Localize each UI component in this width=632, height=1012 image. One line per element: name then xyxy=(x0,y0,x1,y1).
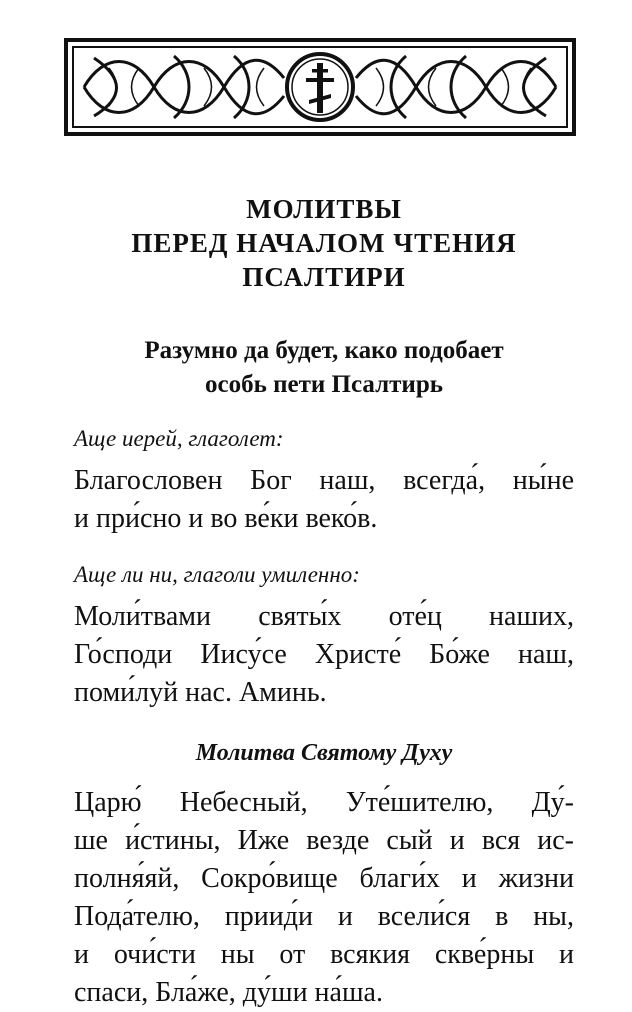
title-line-2: ПЕРЕД НАЧАЛОМ ЧТЕНИЯ xyxy=(131,228,517,258)
page-title xyxy=(74,192,574,294)
header-ornament xyxy=(64,38,576,136)
jesus-prayer-line-2: Го́споди Иису́се Христе́ Бо́же наш, xyxy=(74,639,574,670)
rubric-lay: Аще ли ни, глаголи умиленно: xyxy=(74,562,360,587)
holy-spirit-heading: Молитва Святому Духу xyxy=(195,740,453,766)
section-subtitle xyxy=(74,334,574,402)
subtitle-line-1: Разумно да будет, како подобает xyxy=(144,337,504,364)
blessing-text xyxy=(74,462,574,538)
holy-spirit-line-3: полня́яй, Сокро́вище благи́х и жизни xyxy=(74,863,574,894)
title-line-1: МОЛИТВЫ xyxy=(246,194,402,224)
holy-spirit-line-6: спаси, Бла́же, ду́ши на́ша. xyxy=(74,977,383,1008)
blessing-line-1: Благословен Бог наш, всегда́, ны́не xyxy=(74,465,574,496)
holy-spirit-prayer-text xyxy=(74,784,574,1012)
jesus-prayer-line-1: Моли́твами святы́х оте́ц наших, xyxy=(74,601,574,632)
blessing-line-2: и при́сно и во ве́ки веко́в. xyxy=(74,503,378,534)
jesus-prayer-line-3: поми́луй нас. Аминь. xyxy=(74,677,327,708)
holy-spirit-line-5: и очи́сти ны от всякия скве́рны и xyxy=(74,939,574,970)
rubric-priest: Аще иерей, глаголет: xyxy=(74,426,284,451)
holy-spirit-line-1: Царю́ Небесный, Уте́шителю, Ду́- xyxy=(74,787,574,818)
holy-spirit-line-2: ше и́стины, Иже везде сый и вся ис- xyxy=(74,825,574,856)
subtitle-line-2: особь пети Псалтирь xyxy=(205,371,443,398)
knotwork-banner xyxy=(64,38,576,136)
page-content xyxy=(74,192,574,1012)
orthodox-cross-icon xyxy=(287,54,353,120)
title-line-3: ПСАЛТИРИ xyxy=(242,262,406,292)
jesus-prayer-text xyxy=(74,598,574,712)
holy-spirit-line-4: Пода́телю, приид́и и всели́ся в ны, xyxy=(74,901,574,932)
